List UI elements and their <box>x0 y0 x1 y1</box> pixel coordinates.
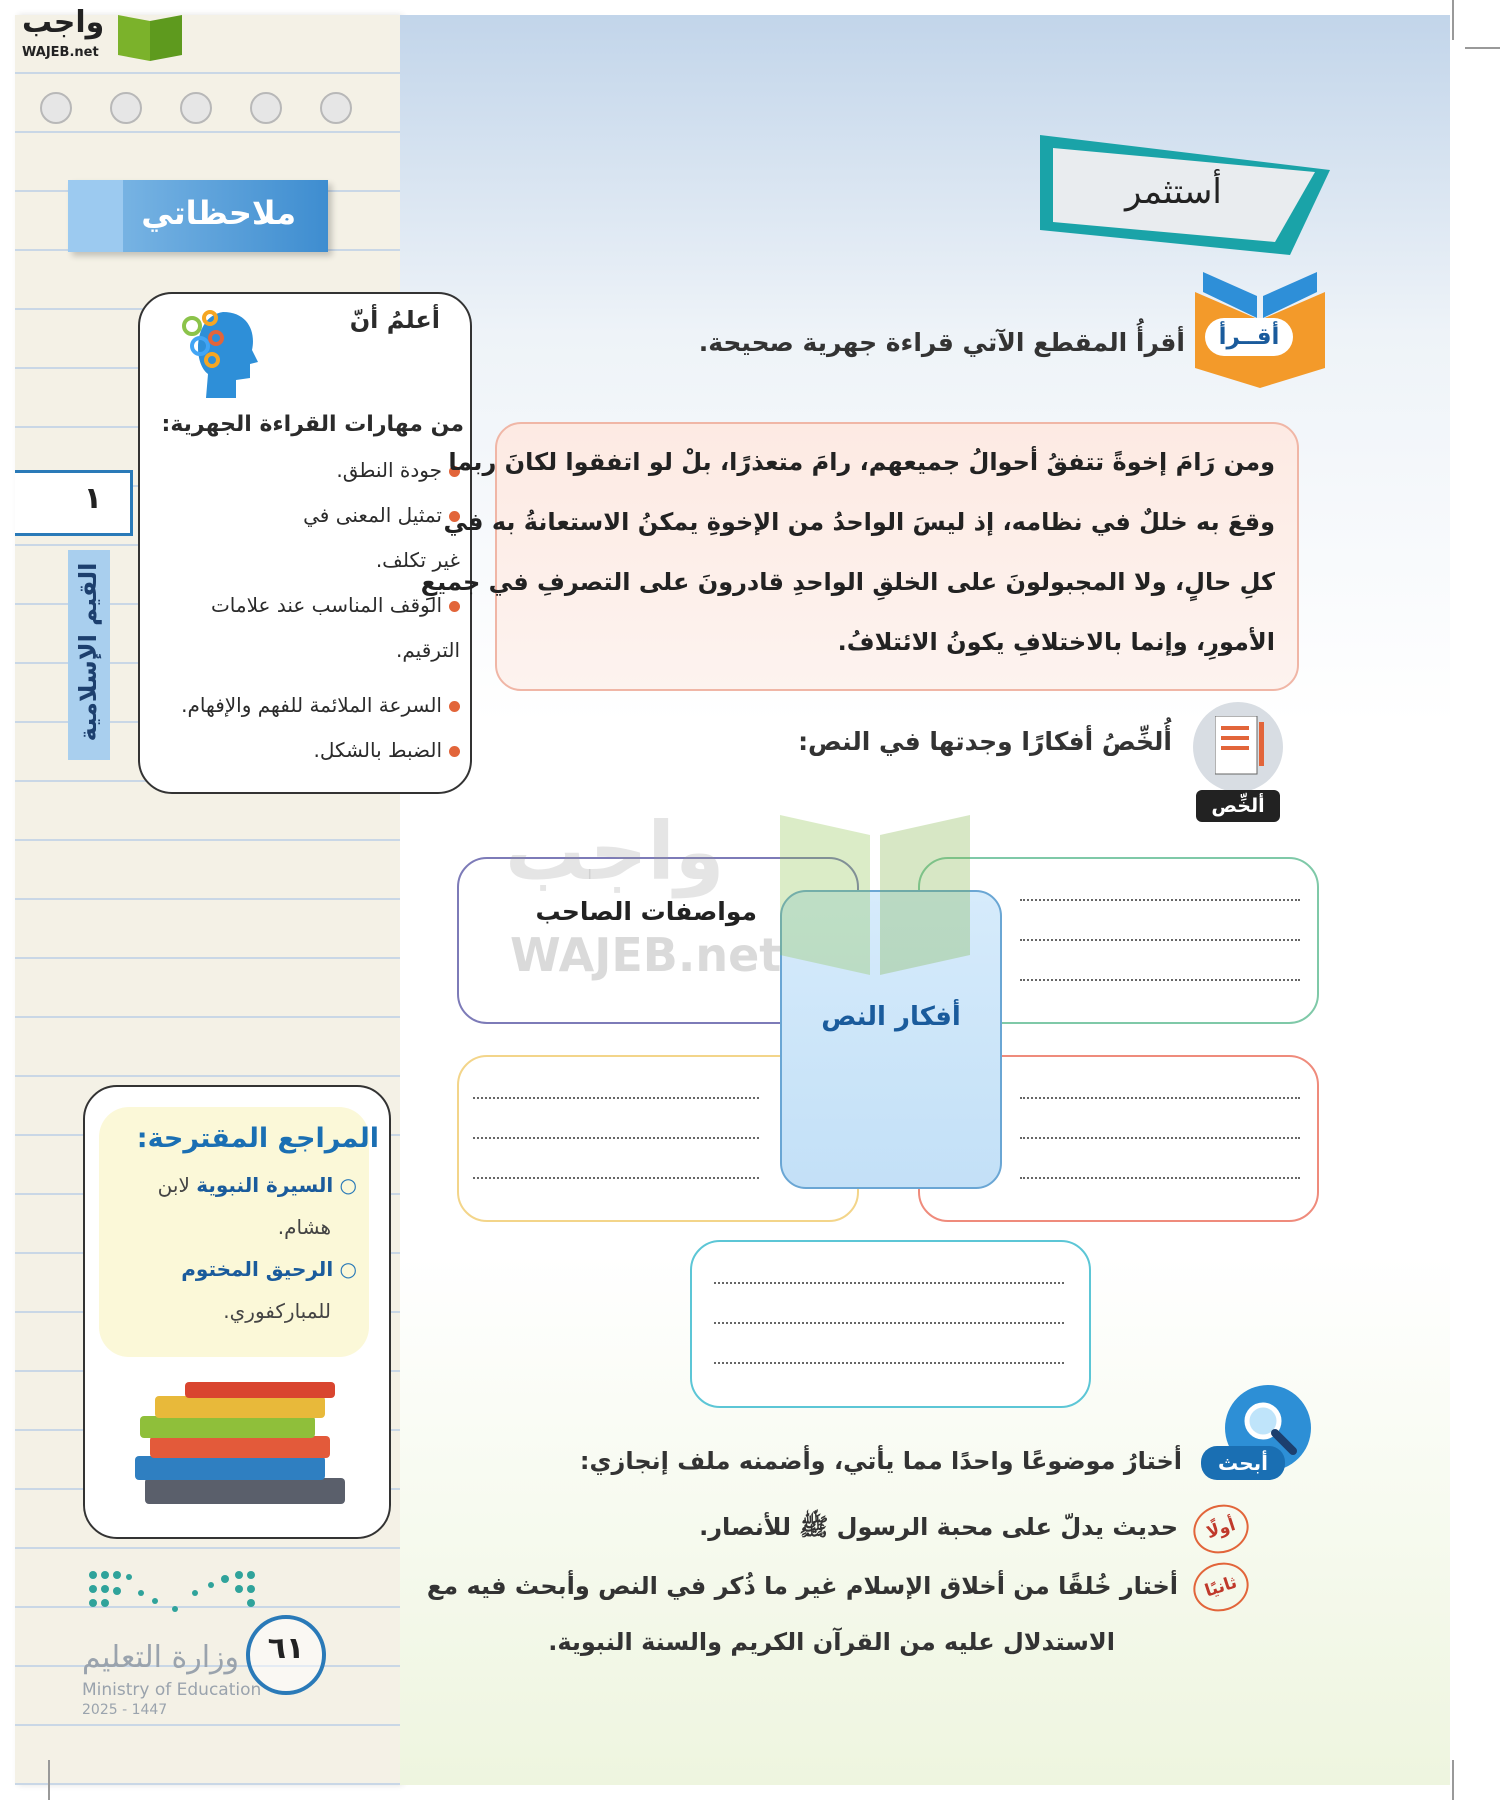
research-instruction: أختارُ موضوعًا واحدًا مما يأتي، وأضمنه ملف إنجازي: <box>579 1447 1182 1475</box>
ministry-dots-icon <box>85 1565 265 1625</box>
reference-item: ○ الرحيق المختوم <box>181 1257 357 1281</box>
page-number-circle <box>246 1615 326 1695</box>
skill-item: جودة النطق. <box>336 458 460 482</box>
skill-item: الوقف المناسب عند علامات <box>211 593 460 617</box>
ministry-year: 2025 - 1447 <box>82 1702 168 1718</box>
map-box-bottom[interactable] <box>690 1240 1091 1408</box>
summarize-badge-label: ألخِّص <box>1196 790 1280 822</box>
reference-line2: للمباركفوري. <box>223 1299 331 1323</box>
reference-title: الرحيق المختوم <box>181 1257 334 1281</box>
reference-line2: هشام. <box>277 1215 331 1239</box>
know-heading: أعلمُ أنّ <box>349 306 440 334</box>
watermark-latin: WAJEB.net <box>510 928 782 982</box>
references-title: المراجع المقترحة: <box>136 1123 379 1154</box>
reference-title: السيرة النبوية <box>196 1173 334 1197</box>
wajeb-logo <box>10 5 190 65</box>
binder-hole <box>180 92 212 124</box>
read-instruction: أقرأُ المقطع الآتي قراءة جهرية صحيحة. <box>698 328 1185 357</box>
skill-item-cont: غير تكلف. <box>375 548 460 572</box>
research-marker: ثانيًا <box>1187 1556 1255 1619</box>
map-box-label: مواصفات الصاحب <box>535 897 757 926</box>
map-center-label: أفكار النص <box>821 1002 961 1032</box>
unit-number: ١ <box>83 481 102 516</box>
binder-hole <box>40 92 72 124</box>
skill-item: الضبط بالشكل. <box>313 738 460 762</box>
research-badge-label: أبحث <box>1201 1446 1285 1480</box>
know-subheading: من مهارات القراءة الجهرية: <box>161 412 464 437</box>
unit-tab <box>15 470 133 536</box>
crop-mark <box>48 1760 50 1800</box>
research-item: حديث يدلّ على محبة الرسول ﷺ للأنصار. <box>699 1513 1178 1541</box>
passage-line: ومن رَامَ إخوةً تتفقُ أحوالُ جميعهم، رامَ متعذرًا، بلْ لو اتفقوا لكانَ ربما <box>448 448 1275 476</box>
summarize-badge <box>1193 702 1283 792</box>
books-stack-icon <box>125 1382 355 1522</box>
skill-item: تمثيل المعنى في <box>303 503 460 527</box>
page-number: ٦١ <box>267 1631 305 1666</box>
ministry-english: Ministry of Education <box>82 1680 262 1700</box>
passage-line: الأمورِ، وإنما بالاختلافِ يكونُ الائتلافُ. <box>837 628 1275 656</box>
research-marker: أولًا <box>1187 1498 1255 1561</box>
ministry-arabic: وزارة التعليم <box>82 1640 240 1675</box>
logo-arabic: واجب <box>22 5 105 40</box>
unit-title-band <box>68 550 110 760</box>
head-gears-icon <box>178 302 258 402</box>
research-item: أختار خُلقًا من أخلاق الإسلام غير ما ذُكر في النص وأبحث فيه مع <box>426 1572 1178 1600</box>
binder-hole <box>110 92 142 124</box>
reference-rest: لابن <box>157 1173 190 1197</box>
watermark-arabic: واجب <box>505 805 725 898</box>
document-icon <box>1215 716 1265 780</box>
passage-line: كلِ حالٍ، ولا المجبولونَ على الخلقِ الواحدِ قادرونَ على التصرفِ في جميعِ <box>420 568 1275 596</box>
reference-item: ○ السيرة النبوية لابن <box>157 1173 357 1197</box>
logo-latin: WAJEB.net <box>22 45 99 60</box>
binder-hole <box>320 92 352 124</box>
crop-mark <box>1452 1760 1454 1800</box>
skill-item: السرعة الملائمة للفهم والإفهام. <box>181 693 460 717</box>
crop-mark <box>1465 47 1500 49</box>
skill-item-cont: الترقيم. <box>396 638 460 662</box>
section-title: أستثمر <box>1125 172 1222 212</box>
read-badge: أقــرأ <box>1205 318 1293 356</box>
watermark-book-icon <box>770 815 980 975</box>
unit-title: القيم الإسلامية <box>74 562 102 742</box>
references-card <box>83 1085 391 1539</box>
binder-hole <box>250 92 282 124</box>
notes-title-tab <box>68 180 328 252</box>
know-card <box>138 292 472 794</box>
passage-line: وقعَ به خللٌ في نظامه، إذ ليسَ الواحدُ من الإخوةِ يمكنُ الاستعانةُ به في <box>443 508 1275 536</box>
summarize-instruction: أُلخِّصُ أفكارًا وجدتها في النص: <box>798 727 1172 756</box>
notes-title: ملاحظاتي <box>141 194 296 232</box>
crop-mark <box>1452 0 1454 40</box>
research-item-cont: الاستدلال عليه من القرآن الكريم والسنة النبوية. <box>548 1628 1115 1656</box>
tab-accent <box>68 180 123 252</box>
